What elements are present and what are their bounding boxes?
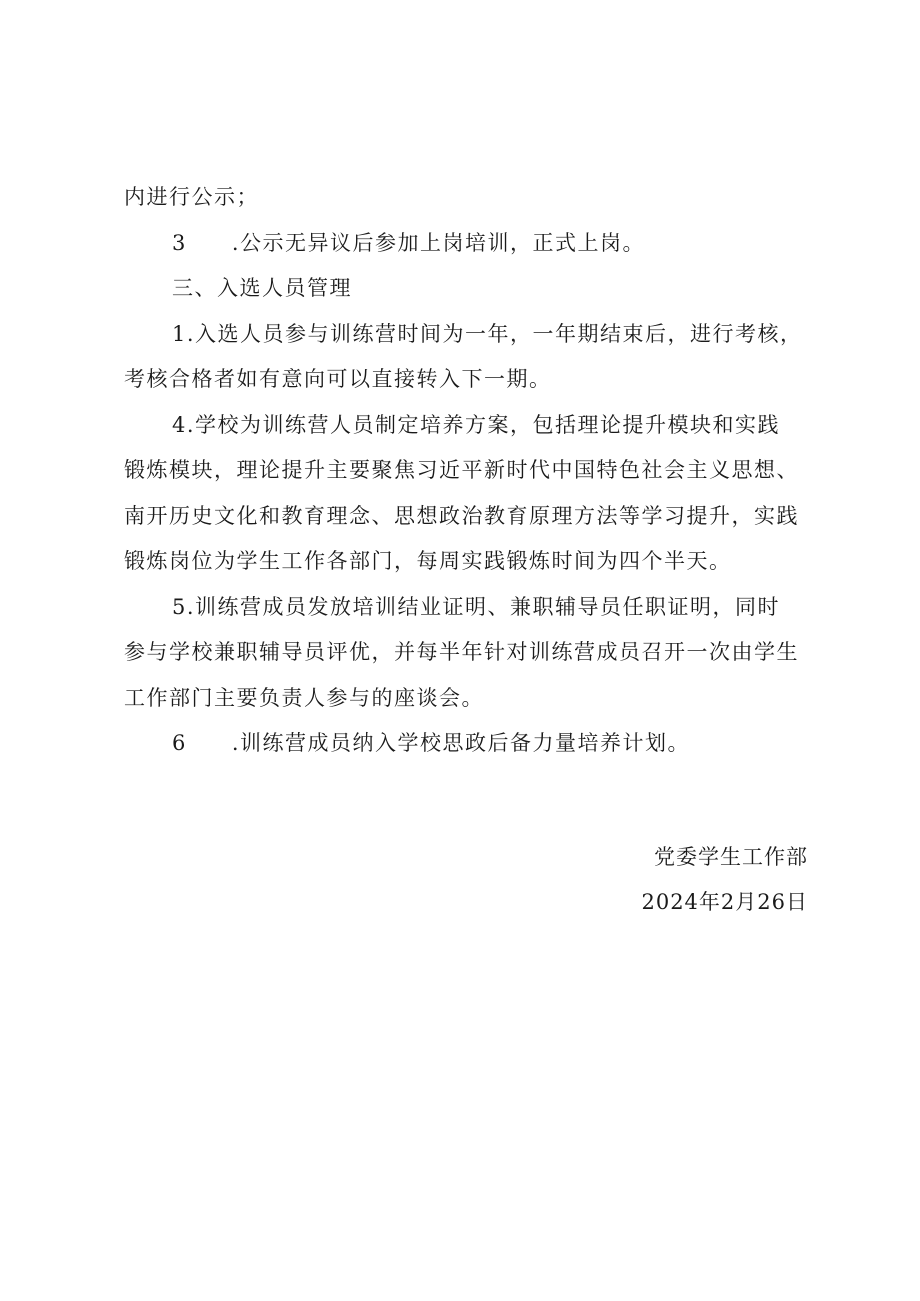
- paragraph-line-9: 锻炼岗位为学生工作各部门，每周实践锻炼时间为四个半天。: [124, 549, 732, 573]
- paragraph-line-11: 参与学校兼职辅导员评优，并每半年针对训练营成员召开一次由学生: [124, 640, 799, 664]
- paragraph-line-12: 工作部门主要负责人参与的座谈会。: [124, 686, 484, 710]
- paragraph-line-2: 3 .公示无异议后参加上岗培训，正式上岗。: [172, 231, 646, 255]
- paragraph-line-5: 考核合格者如有意向可以直接转入下一期。: [124, 367, 552, 391]
- paragraph-line-1: 内进行公示；: [124, 185, 259, 209]
- paragraph-line-10: 5.训练营成员发放培训结业证明、兼职辅导员任职证明，同时: [172, 595, 781, 619]
- paragraph-line-6: 4.学校为训练营人员制定培养方案，包括理论提升模块和实践: [172, 413, 781, 437]
- signature-date: 2024年2月26日: [641, 890, 808, 914]
- paragraph-line-7: 锻炼模块，理论提升主要聚焦习近平新时代中国特色社会主义思想、: [124, 458, 799, 482]
- section-heading: 三、入选人员管理: [172, 276, 352, 300]
- paragraph-line-13: 6 .训练营成员纳入学校思政后备力量培养计划。: [172, 731, 691, 755]
- paragraph-line-4: 1.入选人员参与训练营时间为一年，一年期结束后，进行考核，: [172, 322, 803, 346]
- signature-department: 党委学生工作部: [654, 845, 808, 869]
- paragraph-line-8: 南开历史文化和教育理念、思想政治教育原理方法等学习提升，实践: [124, 504, 799, 528]
